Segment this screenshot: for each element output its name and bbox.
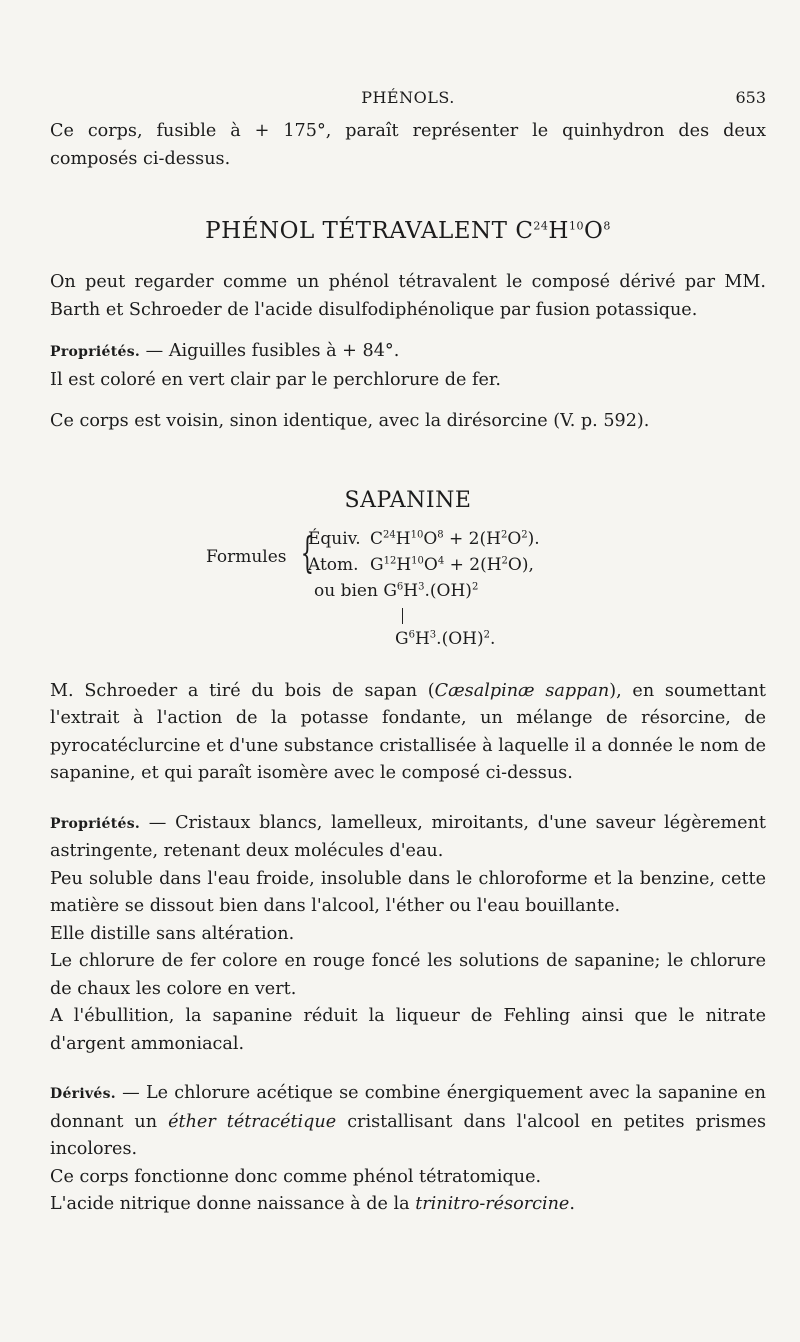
phenol-function-line: Ce corps fonctionne donc comme phénol tétratomique. — [50, 1166, 542, 1187]
phenol-properties — [50, 338, 766, 367]
formula-atom: Atom. $G^{12}H^{10}O^4 + 2(H^2O)$, — [308, 554, 534, 575]
distillation-line: Elle distille sans altération. — [50, 923, 295, 944]
brace-symbol: { — [300, 527, 315, 577]
phenol-note: Ce corps est voisin, sinon identique, avec la dirésorcine (V. p. 592). — [50, 411, 650, 431]
trinitro-term: trinitro-résorcine — [415, 1194, 570, 1214]
section-title-phenol — [50, 215, 766, 247]
formulas-label: Formules — [206, 546, 287, 567]
formula-second-ring: $G^6H^3.(OH)^2$. — [395, 628, 496, 649]
formula-equiv: Équiv. $C^{24}H^{10}O^8 + 2(H^2O^2)$. — [308, 528, 540, 549]
chlorure-paragraph: Le chlorure de fer colore en rouge foncé les solutions de sapanine; le chlorure de chaux les colore en vert. — [50, 951, 766, 999]
page-header — [50, 88, 766, 112]
bond-line — [402, 608, 403, 624]
properties-text: — Aiguilles fusibles à + 84°. — [140, 341, 400, 361]
phenol-paragraph: On peut regarder comme un phénol tétravalent le composé dérivé par MM. Barth et Schroeder de l'acide disulfodiphénolique par fusion potassique. — [50, 272, 766, 320]
latin-name: Cæsalpinæ sappan — [434, 680, 610, 701]
page-body — [50, 118, 766, 1219]
section-title-text: PHÉNOL TÉTRAVALENT — [205, 218, 508, 244]
derives-label: Dérivés. — [50, 1086, 116, 1102]
solubility-paragraph: Peu soluble dans l'eau froide, insoluble dans le chloroforme et la benzine, cette matière se dissout bien dans l'alcool, l'éther ou l'eau bouillante. — [50, 868, 766, 916]
formula-block — [50, 526, 766, 664]
running-title: PHÉNOLS. — [361, 88, 455, 107]
phenol-color-line: Il est coloré en vert clair par le perchlorure de fer. — [50, 369, 502, 390]
section-title-sapanine: SAPANINE — [344, 487, 472, 513]
section-title-formula: $C^{24}H^{10}O^8$ — [515, 218, 611, 244]
ether-term: éther tétracétique — [168, 1111, 337, 1132]
sapanine-paragraph: M. Schroeder a tiré du bois de sapan (Cæsalpinæ sappan), en soumettant l'extrait à l'action de la potasse fondante, un mélange de résorcine, de pyrocatéclurcine et d'une substance cristallisée à laquelle il a donnée le nom de sapanine, et qui paraît isomère avec le composé ci-dessus. — [50, 680, 766, 783]
sapanine-properties: Propriétés. — Cristaux blancs, lamelleux, miroitants, d'une saveur légèrement astringente, retenant deux molécules d'eau. — [50, 812, 766, 861]
formula-ou-bien: ou bien $G^6H^3.(OH)^2$ — [314, 580, 479, 601]
properties-label: Propriétés. — [50, 815, 141, 832]
derives-paragraph: Dérivés. — Le chlorure acétique se combine énergiquement avec la sapanine en donnant un éther tétracétique cristallisant dans l'alcool en petites prismes incolores. — [50, 1083, 766, 1159]
properties-label: Propriétés. — [50, 344, 141, 360]
page-number: 653 — [735, 88, 766, 107]
fehling-paragraph: A l'ébullition, la sapanine réduit la liqueur de Fehling ainsi que le nitrate d'argent ammoniacal. — [50, 1006, 766, 1054]
nitric-acid-line: L'acide nitrique donne naissance à de la trinitro-résorcine. — [50, 1194, 575, 1214]
intro-paragraph: Ce corps, fusible à + 175°, paraît représenter le quinhydron des deux composés ci-dessus. — [50, 121, 766, 169]
